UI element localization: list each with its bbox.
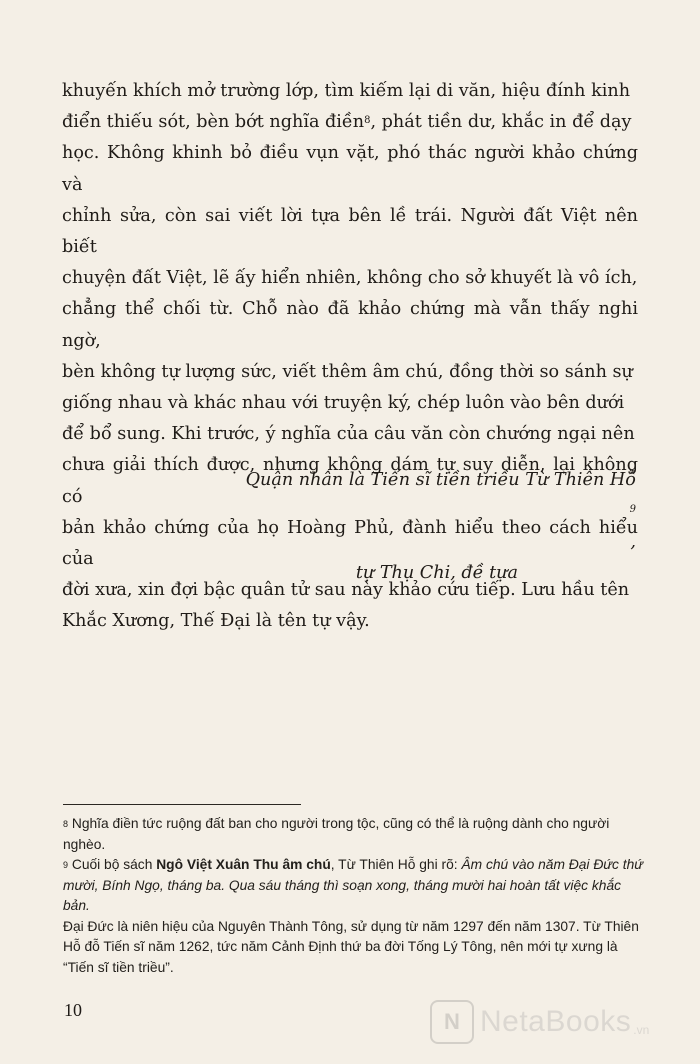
- footnotes: [63, 814, 643, 978]
- footnote-9-continued: Đại Đức là niên hiệu của Nguyên Thành Tông, sử dụng từ năm 1297 đến năm 1307. Từ Thiên Hỗ đỗ Tiến sĩ năm 1262, tức năm Cảnh Định thứ ba đời Tống Lý Tông, nên mới tự xưng là “Tiến sĩ tiền triều”.: [63, 918, 639, 975]
- footnote-8: [63, 814, 643, 855]
- text-line: chưa giải thích được, nhưng không dám tự suy diễn, lại không có: [62, 455, 638, 507]
- text-segment: , phát tiền dư, khắc in để dạy: [370, 112, 632, 133]
- signature-line-2: tự Thụ Chi, đề tựa: [355, 563, 518, 583]
- signature-comma: ,: [630, 532, 636, 552]
- text-line: đời xưa, xin đợi bậc quân tử sau này khảo cứu tiếp. Lưu hầu tên: [62, 580, 630, 601]
- page-number: 10: [64, 1000, 82, 1020]
- footnote-number: 9: [63, 860, 69, 870]
- brand-logo-icon: N: [430, 1000, 474, 1044]
- text-line: học. Không khinh bỏ điều vụn vặt, phó thác người khảo chứng và: [62, 143, 638, 195]
- footnote-ref-8[interactable]: 8: [364, 115, 371, 127]
- footnote-divider: [63, 804, 301, 805]
- text-segment: điển thiếu sót, bèn bớt nghĩa điền: [62, 112, 365, 133]
- signature-name: Quận nhân là Tiến sĩ tiền triều Từ Thiên Hỗ: [245, 470, 636, 490]
- text-line: để bổ sung. Khi trước, ý nghĩa của câu văn còn chướng ngại nên: [62, 424, 635, 445]
- footnote-text: Cuối bộ sách: [68, 857, 157, 872]
- text-line: khuyến khích mở trường lớp, tìm kiếm lại di văn, hiệu đính kinh: [62, 81, 631, 101]
- text-line: bèn không tự lượng sức, viết thêm âm chú, đồng thời so sánh sự: [62, 361, 633, 382]
- footnote-text: , Từ Thiên Hỗ ghi rõ:: [330, 857, 462, 872]
- quoted-colophon: Âm chú vào năm Đại Đức thứ mười, Bính Ngọ, tháng ba. Qua sáu tháng thì soạn xong, tháng mười hai hoàn tất việc khắc bản.: [63, 857, 644, 913]
- text-line: [62, 107, 638, 138]
- text-line: Khắc Xương, Thế Đại là tên tự vậy.: [62, 611, 370, 632]
- text-line: giống nhau và khác nhau với truyện ký, chép luôn vào bên dưới: [62, 393, 625, 414]
- watermark: [430, 997, 690, 1047]
- text-line: bản khảo chứng của họ Hoàng Phủ, đành hiểu theo cách hiểu của: [62, 517, 638, 570]
- brand-name: NetaBooks: [480, 1005, 632, 1038]
- footnote-text: Nghĩa điền tức ruộng đất ban cho người trong tộc, cũng có thể là ruộng dành cho người nghèo.: [63, 816, 610, 852]
- footnote-9: [63, 855, 643, 917]
- footnote-ref-9[interactable]: 9: [629, 504, 636, 515]
- footnote-number: 8: [63, 819, 69, 829]
- brand-suffix: .vn: [633, 1023, 650, 1037]
- text-line: chuyện đất Việt, lẽ ấy hiển nhiên, không cho sở khuyết là vô ích,: [62, 268, 638, 289]
- text-line: chẳng thể chối từ. Chỗ nào đã khảo chứng mà vẫn thấy nghi ngờ,: [62, 299, 638, 351]
- text-line: chỉnh sửa, còn sai viết lời tựa bên lề trái. Người đất Việt nên biết: [62, 205, 638, 258]
- book-title: Ngô Việt Xuân Thu âm chú: [156, 857, 331, 872]
- preface-signature: [116, 465, 636, 589]
- signature-line-1: [116, 465, 636, 558]
